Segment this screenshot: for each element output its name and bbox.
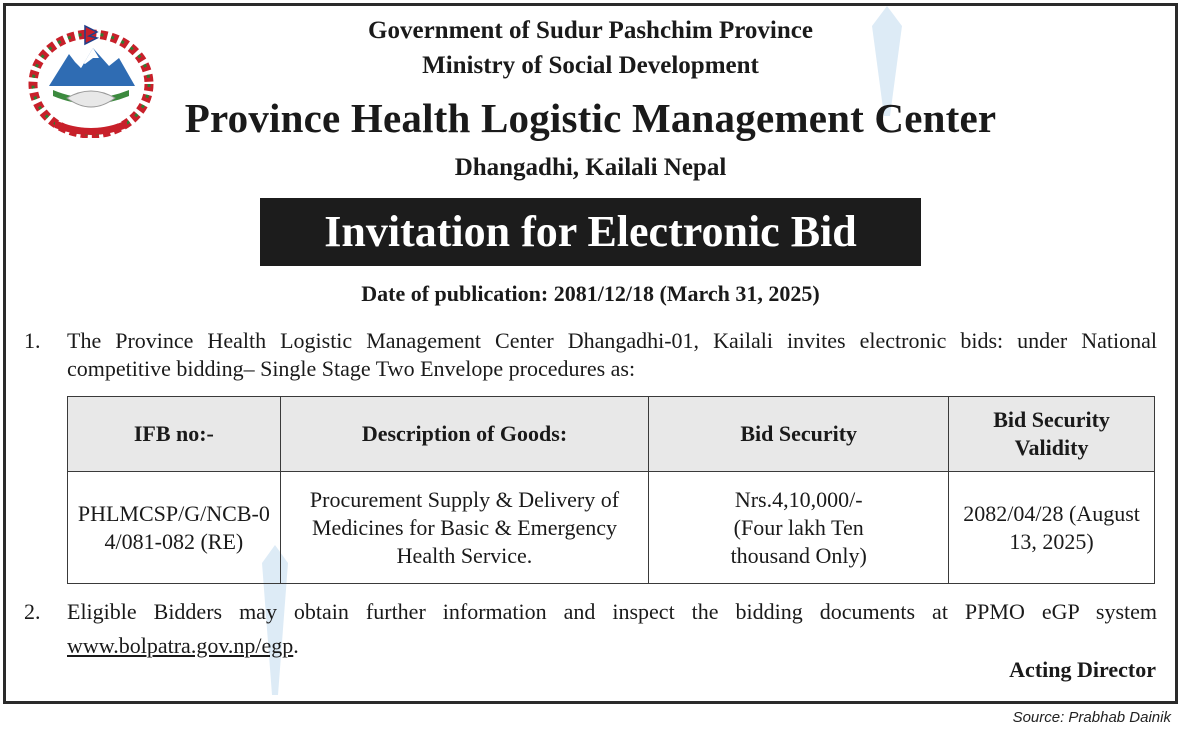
table-row [68, 472, 1155, 584]
government-line: Government of Sudur Pashchim Province [368, 17, 813, 44]
item-text: The Province Health Logistic Management Center Dhangadhi-01, Kailali invites electronic bids: under National competitive bidding– Single Stage Two Envelope procedures as: [67, 328, 1157, 381]
column-header-validity: Bid Security Validity [949, 397, 1155, 472]
description-cell: Procurement Supply & Delivery of Medicines for Basic & Emergency Health Service. [280, 472, 649, 584]
ifb-cell: PHLMCSP/G/NCB-04/081-082 (RE) [68, 472, 281, 584]
item-text [67, 595, 1157, 663]
validity-cell: 2082/04/28 (August 13, 2025) [949, 472, 1155, 584]
item-text-end: . [293, 633, 299, 658]
notice-banner: Invitation for Electronic Bid [260, 198, 921, 266]
bid-security-cell: Nrs.4,10,000/- (Four lakh Ten thousand Only) [649, 472, 949, 584]
signature-title: Acting Director [1009, 657, 1156, 682]
source-credit: Source: Prabhab Dainik [1012, 709, 1171, 726]
egp-link[interactable]: www.bolpatra.gov.np/egp [67, 633, 294, 658]
table-header-row [68, 397, 1155, 472]
office-location: Dhangadhi, Kailali Nepal [454, 154, 727, 181]
ministry-line: Ministry of Social Development [422, 52, 759, 79]
item-number: 2. [24, 599, 41, 624]
office-title: Province Health Logistic Management Center [184, 95, 997, 141]
column-header-description: Description of Goods: [280, 397, 649, 472]
item-text-lead: Eligible Bidders may obtain further information and inspect the bidding documents at PPMO eGP system [67, 599, 1157, 624]
item-number: 1. [24, 328, 41, 353]
column-header-bid-security: Bid Security [649, 397, 949, 472]
bid-table [67, 396, 1155, 584]
publication-date: Date of publication: 2081/12/18 (March 31, 2025) [361, 281, 820, 306]
column-header-ifb: IFB no:- [68, 397, 281, 472]
